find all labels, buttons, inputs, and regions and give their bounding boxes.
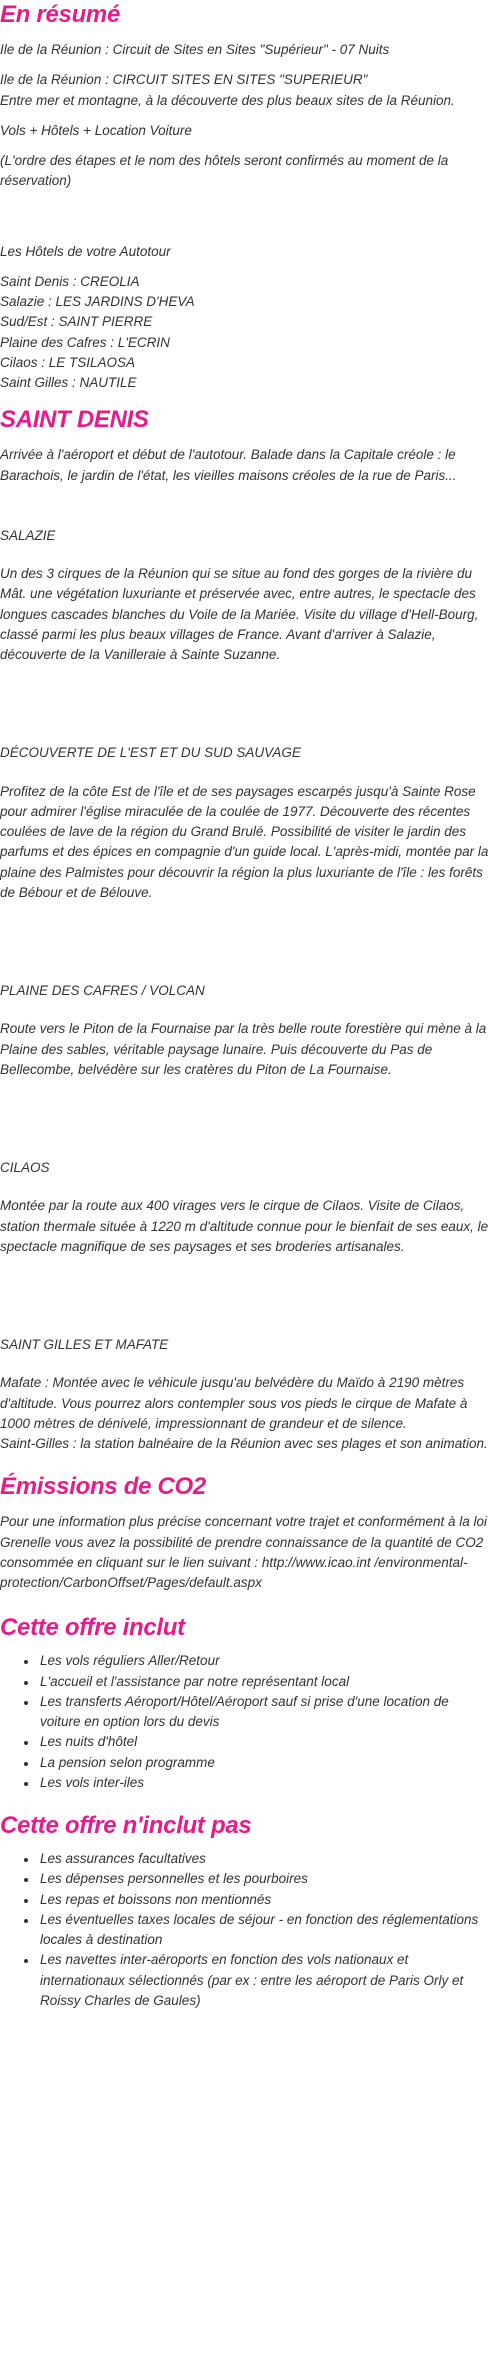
list-item: • Les nuits d'hôtel xyxy=(38,1732,492,1752)
stage-title-plaine-des-cafres: PLAINE DES CAFRES / VOLCAN xyxy=(0,983,205,998)
ninclut-list xyxy=(0,1849,492,2011)
resume-intro-line2: Entre mer et montagne, à la découverte des plus beaux sites de la Réunion. xyxy=(0,92,455,108)
list-item: • Les éventuelles taxes locales de séjour - en fonction des réglementations locales à destination xyxy=(38,1910,492,1951)
saint-denis-text: Arrivée à l'aéroport et début de l'autotour. Balade dans la Capitale créole : le Barachois, le jardin de l'état, les vieilles maisons créoles de la rue de Paris... xyxy=(0,447,457,483)
resume-included: Vols + Hôtels + Location Voiture xyxy=(0,122,192,138)
stage-text-cilaos: Montée par la route aux 400 virages vers le cirque de Cilaos. Visite de Cilaos, station thermale située à 1220 m d'altitude connue pour le bienfait de ses eaux, le spectacle magnifique de ses paysages et ses broderies artisanales. xyxy=(0,1198,489,1254)
list-item: • Les vols réguliers Aller/Retour xyxy=(38,1651,492,1671)
list-item: • Les assurances facultatives xyxy=(38,1849,492,1869)
hotels-title: Les Hôtels de votre Autotour xyxy=(0,243,171,259)
list-item: • Les dépenses personnelles et les pourboires xyxy=(38,1869,492,1889)
hotel-item: Cilaos : LE TSILAOSA xyxy=(0,354,136,370)
hotel-item: Saint Gilles : NAUTILE xyxy=(0,375,137,390)
stage-text-est-sud: Profitez de la côte Est de l'île et de ses paysages escarpés jusqu'à Sainte Rose pour admirer l'église miraculée de la coulée de 1977. Découverte des récentes coulées de lave de la région du Grand Brulé. Possibilité de visiter le jardin des parfums et des épices en compagnie d'un guide local. L'après-midi, montée par la plaine des Palmistes pour découvrir la région la plus luxuriante de l'île : les forêts de Bébour et de Bélouve. xyxy=(0,783,489,900)
co2-text: Pour une information plus précise concernant votre trajet et conformément à la loi Grenelle vous avez la possibilité de prendre connaissance de la quantité de CO2 consommée en cliquant sur le lien suivant : http://www.icao.int /environmental-protection/CarbonOffset/Pages/default.aspx xyxy=(0,1514,488,1590)
resume-note: (L'ordre des étapes et le nom des hôtels seront confirmés au moment de la réservation) xyxy=(0,153,449,189)
list-item: • La pension selon programme xyxy=(38,1753,492,1773)
resume-subtitle: Ile de la Réunion : Circuit de Sites en Sites "Supérieur" - 07 Nuits xyxy=(0,42,390,57)
hotel-item: Salazie : LES JARDINS D'HEVA xyxy=(0,294,195,309)
stage-title-cilaos: CILAOS xyxy=(0,1160,50,1175)
stage-title-est-sud: DÉCOUVERTE DE L'EST ET DU SUD SAUVAGE xyxy=(0,745,301,761)
hotels-list xyxy=(0,272,492,394)
list-item: • Les vols inter-iles xyxy=(38,1773,492,1793)
list-item: • L'accueil et l'assistance par notre représentant local xyxy=(38,1672,492,1692)
resume-title: En résumé xyxy=(0,1,121,28)
hotel-item: Plaine des Cafres : L'ECRIN xyxy=(0,334,170,350)
inclut-list xyxy=(0,1651,492,1793)
stage-text-plaine-des-cafres: Route vers le Piton de la Fournaise par la très belle route forestière qui mène à la Plaine des sables, véritable paysage lunaire. Puis découverte du Pas de Bellecombe, belvédère sur les cratères du Piton de La Fournaise. xyxy=(0,1021,487,1077)
stage-text-salazie: Un des 3 cirques de la Réunion qui se situe au fond des gorges de la rivière du Mât. une végétation luxuriante et préservée avec, entre autres, le spectacle des longues cascades blanches du Voile de la Mariée. Visite du village d'Hell-Bourg, classé parmi les plus beaux villages de France. Avant d'arriver à Salazie, découverte de la Vanilleraie à Sainte Suzanne. xyxy=(0,566,479,662)
co2-title: Émissions de CO2 xyxy=(0,1473,206,1501)
stage-title-saint-gilles-mafate: SAINT GILLES ET MAFATE xyxy=(0,1337,169,1352)
list-item: • Les repas et boissons non mentionnés xyxy=(38,1890,492,1910)
hotel-item: Saint Denis : CREOLIA xyxy=(0,273,140,289)
stage-title-salazie: SALAZIE xyxy=(0,527,56,543)
inclut-title: Cette offre inclut xyxy=(0,1614,185,1642)
list-item: • Les transferts Aéroport/Hôtel/Aéroport sauf si prise d'une location de voiture en option lors du devis xyxy=(38,1692,492,1733)
ninclut-title: Cette offre n'inclut pas xyxy=(0,1812,252,1839)
stage-text-mafate: Mafate : Montée avec le véhicule jusqu'au belvédère du Maïdo à 2190 mètres d'altitude. Vous pourrez alors contempler sous vos pieds le cirque de Mafate à 1000 mètres de dénivelé, impressionnant de grandeur et de silence. xyxy=(0,1375,468,1431)
saint-denis-title: SAINT DENIS xyxy=(0,406,149,434)
list-item: • Les navettes inter-aéroports en fonction des vols nationaux et internationaux sélectionnés (par ex : entre les aéroport de Paris Orly et Roissy Charles de Gaules) xyxy=(38,1950,492,2011)
stage-text-saint-gilles: Saint-Gilles : la station balnéaire de la Réunion avec ses plages et son animation. xyxy=(0,1436,488,1451)
resume-intro-line1: Ile de la Réunion : CIRCUIT SITES EN SITES "SUPERIEUR" xyxy=(0,72,368,88)
hotel-item: Sud/Est : SAINT PIERRE xyxy=(0,314,153,330)
